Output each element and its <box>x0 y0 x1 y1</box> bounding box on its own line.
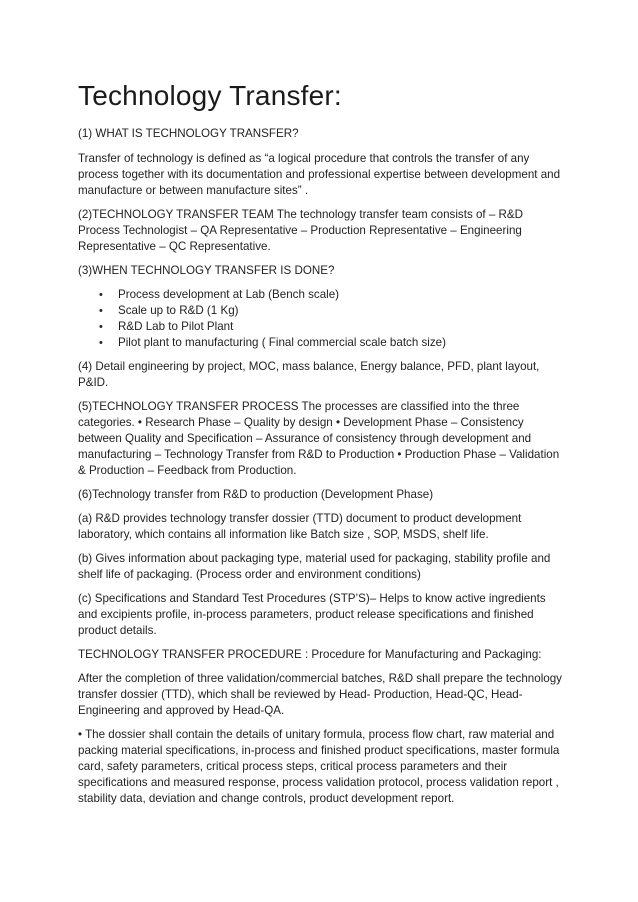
list-item-text: R&D Lab to Pilot Plant <box>118 320 234 333</box>
paragraph-definition: Transfer of technology is defined as “a logical procedure that controls the transfer of any process together with its documentation and professional expertise between development and manufacture or between manufacture sites” . <box>78 152 561 197</box>
paragraph-team: (2)TECHNOLOGY TRANSFER TEAM The technology transfer team consists of – R&D Process Technologist – QA Representative – Production Representative – Engineering Representative – QC Representative. <box>78 208 524 253</box>
paragraph-tt-process: (5)TECHNOLOGY TRANSFER PROCESS The processes are classified into the three categories. • Research Phase – Quality by design • Development Phase – Consistency between Quality and Specification – Assurance of consistency through development and manufacturing – Technology Transfer from R&D to Production • Production Phase – Validation & Production – Feedback from Production. <box>78 400 560 477</box>
bullet-icon: • <box>99 305 103 317</box>
bullet-list <box>78 287 564 351</box>
paragraph-detail-engineering: (4) Detail engineering by project, MOC, mass balance, Energy balance, PFD, plant layout, P&ID. <box>78 360 540 389</box>
bullet-icon: • <box>99 337 103 349</box>
paragraph-item-a: (a) R&D provides technology transfer dossier (TTD) document to product development laboratory, which contains all information like Batch size , SOP, MSDS, shelf life. <box>78 512 522 541</box>
document-title: Technology Transfer: <box>78 80 342 111</box>
bullet-icon: • <box>99 289 103 301</box>
list-item <box>99 319 564 335</box>
paragraph-item-c: (c) Specifications and Standard Test Procedures (STP’S)– Helps to know active ingredients and excipients profile, in-process parameters, product release specifications and finished product details. <box>78 592 546 637</box>
bullet-icon: • <box>99 321 103 333</box>
paragraph-what-is-tt: (1) WHAT IS TECHNOLOGY TRANSFER? <box>78 127 299 140</box>
paragraph-item-b: (b) Gives information about packaging type, material used for packaging, stability profile and shelf life of packaging. (Process order and environment conditions) <box>78 552 551 581</box>
list-item-text: Process development at Lab (Bench scale) <box>118 288 340 301</box>
list-item <box>99 303 564 319</box>
list-item <box>99 335 564 351</box>
paragraph-when-done: (3)WHEN TECHNOLOGY TRANSFER IS DONE? <box>78 264 335 277</box>
list-item <box>99 287 564 303</box>
paragraph-after-completion: After the completion of three validation/commercial batches, R&D shall prepare the technology transfer dossier (TTD), which shall be reviewed by Head- Production, Head-QC, Head-Engineering and approved by Head-QA. <box>78 672 562 717</box>
paragraph-dossier-details: • The dossier shall contain the details of unitary formula, process flow chart, raw material and packing material specifications, in-process and finished product specifications, master formula card, safety parameters, critical process steps, critical process parameters and their specifications and measured response, process validation protocol, process validation report , stability data, deviation and change controls, product development report. <box>78 728 560 805</box>
list-item-text: Scale up to R&D (1 Kg) <box>118 304 239 317</box>
paragraph-development-phase: (6)Technology transfer from R&D to production (Development Phase) <box>78 488 434 501</box>
paragraph-procedure-heading: TECHNOLOGY TRANSFER PROCEDURE : Procedure for Manufacturing and Packaging: <box>78 648 542 661</box>
list-item-text: Pilot plant to manufacturing ( Final commercial scale batch size) <box>118 336 446 349</box>
